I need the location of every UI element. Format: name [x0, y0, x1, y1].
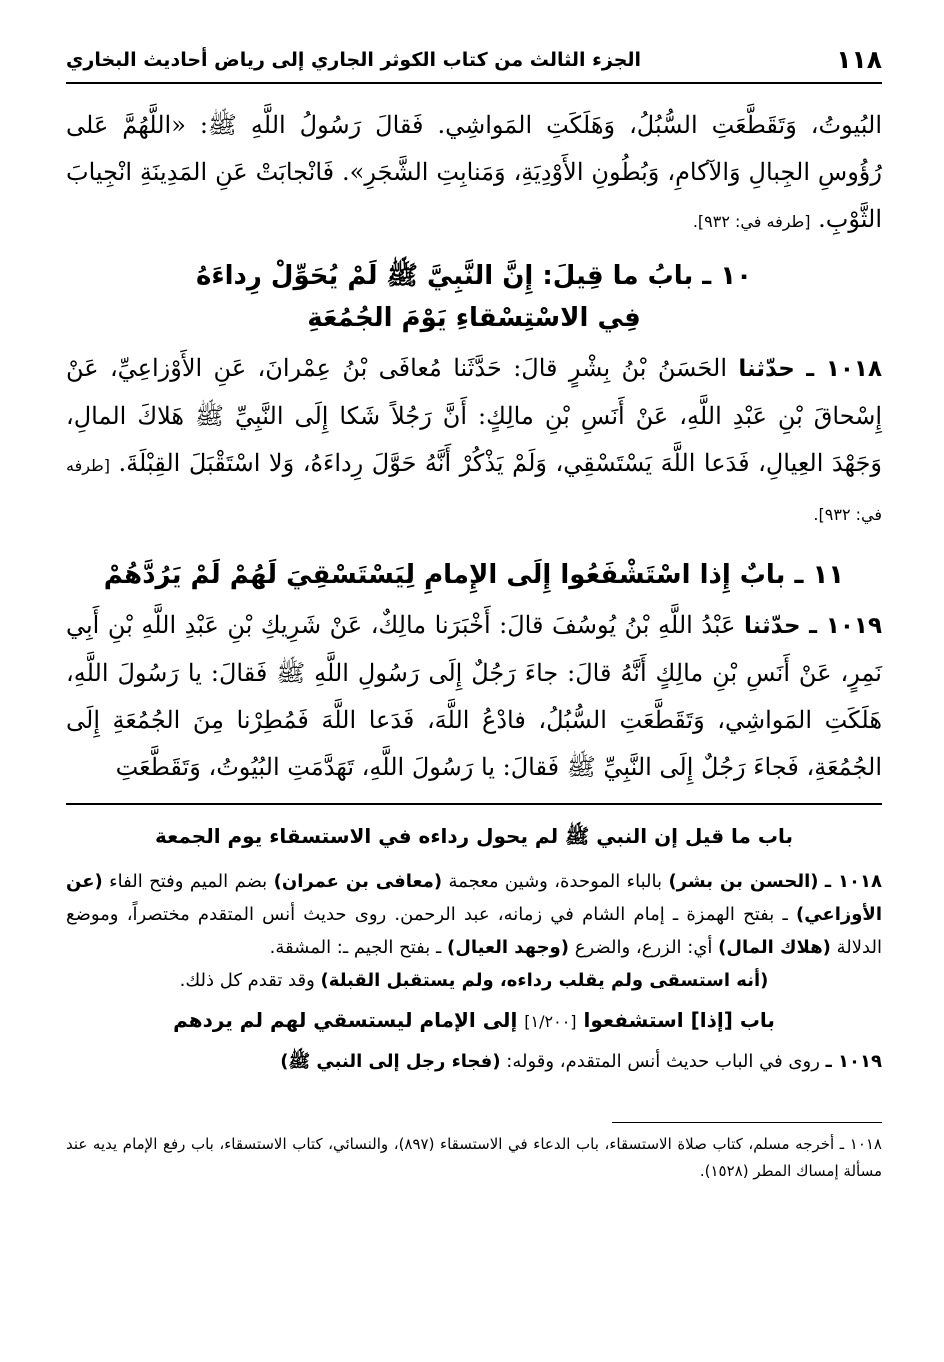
lemma: (فجاء رجل إلى النبي ﷺ) [280, 1051, 501, 1072]
gloss: وقد تقدم كل ذلك. [179, 970, 315, 991]
gloss: بضم الميم وفتح الفاء [109, 871, 268, 892]
commentary-number: ١٠١٩ ـ [825, 1051, 882, 1072]
commentary-heading-2 [66, 1003, 882, 1039]
footnote: ١٠١٨ ـ أخرجه مسلم، كتاب صلاة الاستسقاء، باب الدعاء في الاستسقاء (٨٩٧)، والنسائي، كتاب الاستسقاء، باب رفع الإمام يديه عند مسألة إمساك المطر (١٥٢٨). [66, 1135, 882, 1180]
continued-paragraph [66, 102, 882, 245]
commentary-1018 [66, 865, 882, 964]
hadith-opening: حدّثنا [744, 613, 801, 639]
hadith-1018 [66, 345, 882, 538]
hadith-number: ١٠١٨ ـ [806, 356, 882, 382]
gloss: بالباء الموحدة، وشين معجمة [448, 871, 663, 892]
commentary-1019 [66, 1045, 882, 1078]
gloss: ـ بفتح الهمزة ـ إمام الشام في زمانه، عبد الرحمن. روى حديث أنس المتقدم مختصراً، وموضع الدلالة [66, 904, 882, 958]
commentary-section [66, 819, 882, 1078]
section-divider [66, 803, 882, 805]
gloss: روى في الباب حديث أنس المتقدم، وقوله: [506, 1051, 820, 1072]
lemma: (هلاك المال) [718, 937, 831, 958]
page-reference: [١/٢٠٠] [524, 1012, 577, 1031]
lemma: (أنه استسقى ولم يقلب رداءه، ولم يستقبل القبلة) [320, 970, 769, 991]
chapter-heading-10-line2: فِي الاسْتِسْقاءِ يَوْمَ الجُمُعَةِ [307, 303, 641, 333]
hadith-opening: حدّثنا [738, 356, 795, 382]
commentary-heading-2-part1: باب [إذا] استشفعوا [583, 1008, 775, 1032]
running-title: الجزء الثالث من كتاب الكوثر الجاري إلى رياض أحاديث البخاري [66, 49, 642, 71]
cross-reference: [طرفه في: ٩٣٢]. [692, 212, 811, 231]
lemma: (الحسن بن بشر) [668, 871, 819, 892]
continued-paragraph-text: البُيوتُ، وَتَقَطَّعَتِ السُّبُلُ، وَهَلَكَتِ المَواشِي. فَقالَ رَسُولُ اللَّهِ ﷺ: «اللَّهُمَّ عَلى رُؤُوسِ الجِبالِ وَالآكامِ، وَبُطُونِ الأَوْدِيَةِ، وَمَنابِتِ الشَّجَرِ». فَانْجابَتْ عَنِ المَدِينَةِ انْجِيابَ الثَّوْبِ. [66, 111, 882, 233]
hadith-1019 [66, 602, 882, 791]
page-number: ١١٨ [836, 45, 882, 74]
footnote-divider [612, 1122, 882, 1123]
commentary-heading-1: باب ما قيل إن النبي ﷺ لم يحول رداءه في الاستسقاء يوم الجمعة [154, 824, 794, 848]
chapter-heading-11 [66, 554, 882, 596]
gloss: أي: الزرع، والضرع [574, 937, 713, 958]
chapter-heading-10 [66, 255, 882, 339]
cross-reference: [طرفه في: ٩٣٢]. [66, 456, 882, 524]
hadith-body: الحَسَنُ بْنُ بِشْرٍ قالَ: حَدَّثَنا مُعافَى بْنُ عِمْرانَ، عَنِ الأَوْزاعِيِّ، عَنْ إِسْحاقَ بْنِ عَبْدِ اللَّهِ، عَنْ أَنَسِ بْنِ مالِكٍ: أَنَّ رَجُلاً شَكا إِلَى النَّبِيِّ ﷺ هَلاكَ المالِ، وَجَهْدَ العِيالِ، فَدَعا اللَّهَ يَسْتَسْقِي، وَلَمْ يَذْكُرْ أَنَّهُ حَوَّلَ رِداءَهُ، وَلا اسْتَقْبَلَ القِبْلَةَ. [66, 354, 882, 477]
lemma: (وجهد العيال) [447, 937, 569, 958]
lemma: (معافى بن عمران) [273, 871, 443, 892]
page-header [66, 30, 882, 84]
lemma: (عن الأوزاعي) [66, 871, 882, 925]
chapter-heading-11-text: ١١ ـ بابٌ إِذا اسْتَشْفَعُوا إِلَى الإِمامِ لِيَسْتَسْقِيَ لَهُمْ لَمْ يَرُدَّهُمْ [103, 560, 845, 590]
commentary-number: ١٠١٨ ـ [824, 871, 882, 892]
commentary-heading-2-part2: إلى الإمام ليستسقي لهم لم يردهم [173, 1008, 518, 1032]
hadith-number: ١٠١٩ ـ [809, 613, 882, 639]
commentary-note [66, 964, 882, 997]
hadith-body: عَبْدُ اللَّهِ بْنُ يُوسُفَ قالَ: أَخْبَرَنا مالِكٌ، عَنْ شَرِيكِ بْنِ عَبْدِ اللَّهِ بْنِ أَبِي نَمِرٍ، عَنْ أَنَسِ بْنِ مالِكٍ أَنَّهُ قالَ: جاءَ رَجُلٌ إِلَى رَسُولِ اللَّهِ ﷺ فَقالَ: يا رَسُولَ اللَّهِ، هَلَكَتِ المَواشِي، وَتَقَطَّعَتِ السُّبُلُ، فادْعُ اللَّهَ، فَدَعا اللَّهَ فَمُطِرْنا مِنَ الجُمُعَةِ إِلَى الجُمُعَةِ، فَجاءَ رَجُلٌ إِلَى النَّبِيِّ ﷺ فَقالَ: يا رَسُولَ اللَّهِ، تَهَدَّمَتِ البُيُوتُ، وَتَقَطَّعَتِ [66, 611, 882, 781]
hadith-text-section [66, 102, 882, 791]
chapter-heading-10-line1: ١٠ ـ بابُ ما قِيلَ: إِنَّ النَّبِيَّ ﷺ لَمْ يُحَوِّلْ رِداءَهُ [195, 261, 752, 291]
gloss: ـ بفتح الجيم ـ: المشقة. [269, 937, 442, 958]
